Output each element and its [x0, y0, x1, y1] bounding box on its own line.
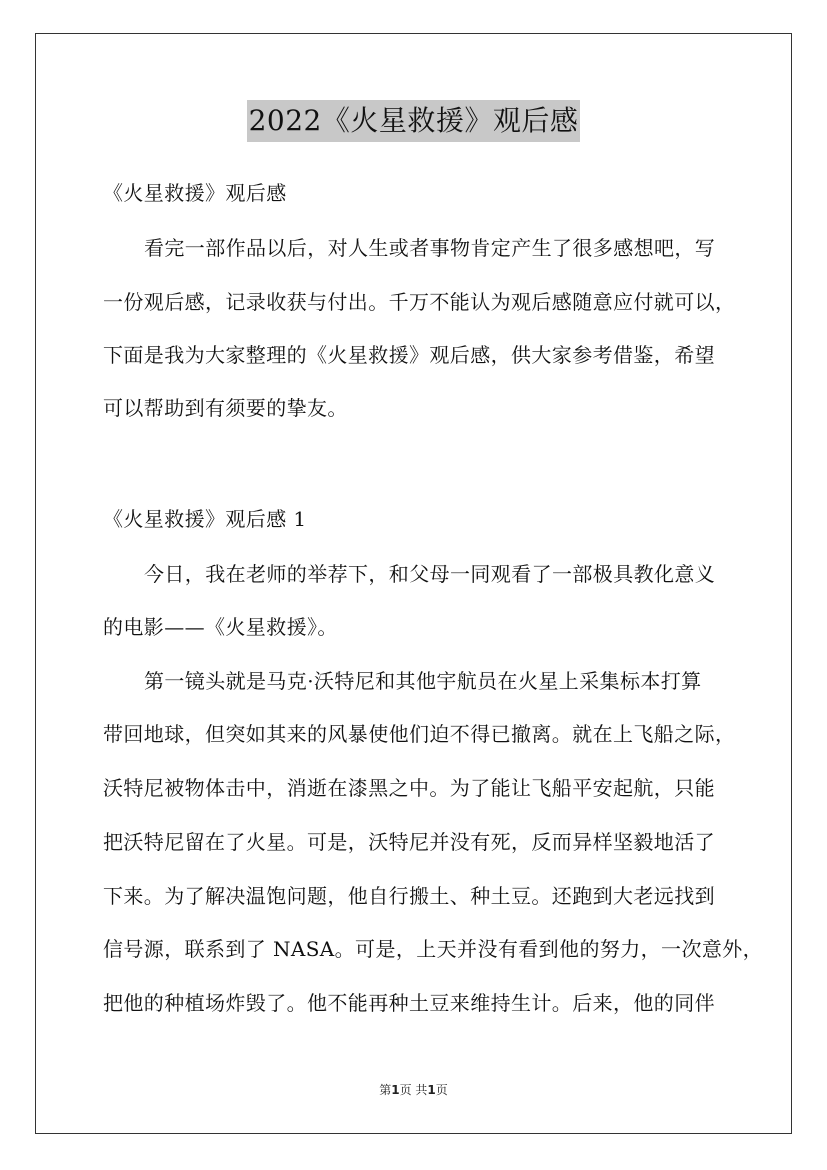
- page-prefix: 第: [379, 1083, 392, 1097]
- paragraph-line: 沃特尼被物体击中，消逝在漆黑之中。为了能让飞船平安起航，只能: [103, 776, 715, 800]
- paragraph-line: 把沃特尼留在了火星。可是，沃特尼并没有死，反而异样坚毅地活了: [103, 830, 715, 854]
- intro-line: 看完一部作品以后，对人生或者事物肯定产生了很多感想吧，写: [144, 236, 716, 260]
- document-title: 2022《火星救援》观后感: [247, 100, 581, 142]
- paragraph-line: 把他的种植场炸毁了。他不能再种土豆来维持生计。后来，他的同伴: [103, 991, 715, 1015]
- document-subtitle: 《火星救援》观后感: [103, 181, 287, 205]
- paragraph-line: 带回地球，但突如其来的风暴使他们迫不得已撤离。就在上飞船之际，: [103, 722, 736, 746]
- paragraph-line: 的电影——《火星救援》。: [103, 615, 338, 639]
- total-suffix: 页: [435, 1083, 448, 1097]
- title-container: [0, 100, 827, 142]
- total-prefix: 共: [415, 1083, 428, 1097]
- intro-line: 可以帮助到有须要的挚友。: [103, 396, 348, 420]
- page-number: 1: [391, 1083, 400, 1097]
- paragraph-line: 第一镜头就是马克·沃特尼和其他宇航员在火星上采集标本打算: [144, 669, 702, 693]
- paragraph-line: 下来。为了解决温饱问题，他自行搬土、种土豆。还跑到大老远找到: [103, 884, 715, 908]
- paragraph-line: 今日，我在老师的举荐下，和父母一同观看了一部极具教化意义: [144, 562, 716, 586]
- page-suffix: 页: [399, 1083, 412, 1097]
- total-pages: 1: [427, 1083, 436, 1097]
- intro-line: 下面是我为大家整理的《火星救援》观后感，供大家参考借鉴，希望: [103, 343, 715, 367]
- intro-line: 一份观后感，记录收获与付出。千万不能认为观后感随意应付就可以，: [103, 290, 736, 314]
- section-heading: 《火星救援》观后感 1: [103, 507, 307, 531]
- paragraph-line: 信号源，联系到了 NASA。可是，上天并没有看到他的努力，一次意外，: [103, 937, 764, 961]
- page-footer: [0, 1082, 827, 1098]
